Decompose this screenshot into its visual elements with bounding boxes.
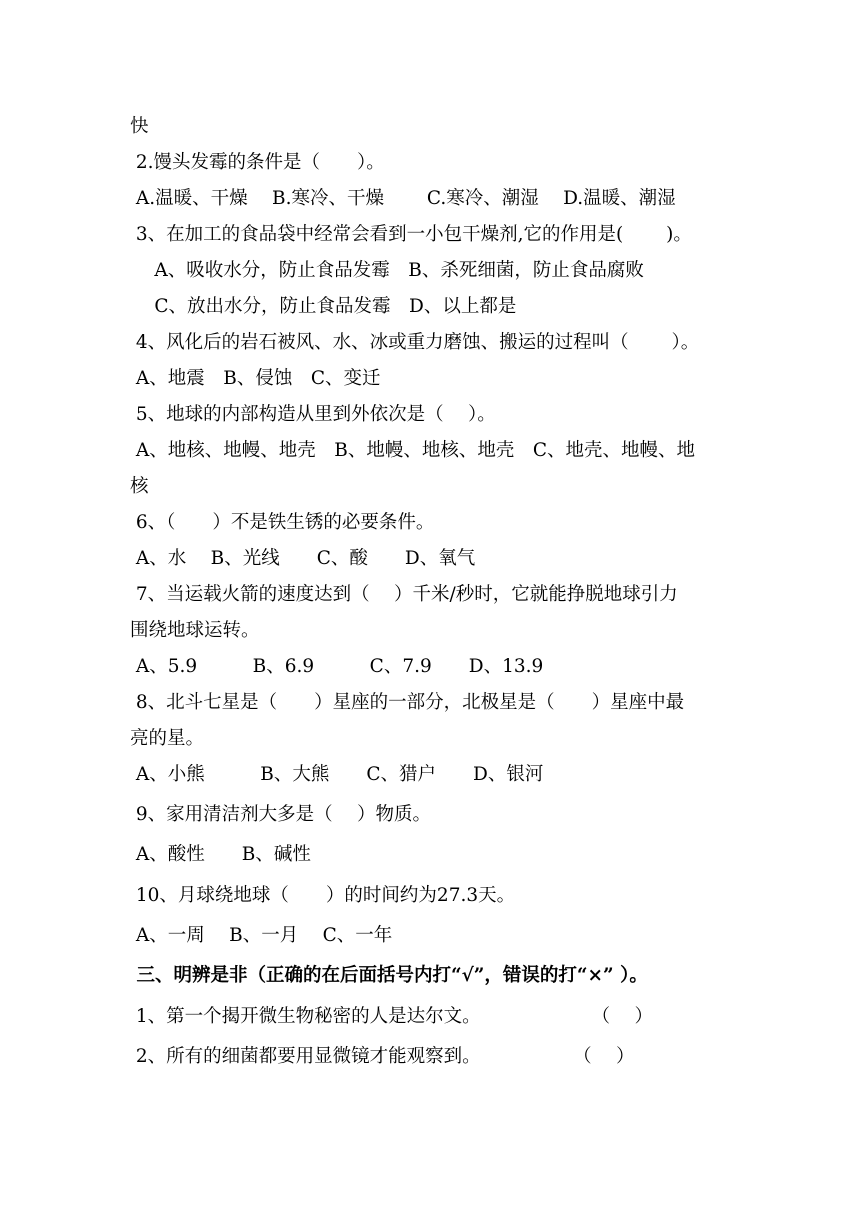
question-2: 2.馒头发霉的条件是（ ）。 (130, 152, 385, 173)
true-false-item-2: 2、所有的细菌都要用显微镜才能观察到。 （ ） (130, 1046, 635, 1067)
question-2-options: A.温暖、干燥 B.寒冷、干燥 C.寒冷、潮湿 D.温暖、潮湿 (130, 188, 676, 209)
question-7-continued: 围绕地球运转。 (130, 620, 260, 641)
true-false-item-1: 1、第一个揭开微生物秘密的人是达尔文。 （ ） (130, 1006, 654, 1027)
question-8-continued: 亮的星。 (130, 728, 205, 749)
question-10-options: A、一周 B、一月 C、一年 (130, 925, 393, 946)
question-3: 3、在加工的食品袋中经常会看到一小包干燥剂,它的作用是( )。 (130, 224, 692, 245)
question-7-options: A、5.9 B、6.9 C、7.9 D、13.9 (130, 656, 544, 677)
question-4-options: A、地震 B、侵蚀 C、变迁 (130, 368, 381, 389)
question-8: 8、北斗七星是（ ）星座的一部分，北极星是（ ）星座中最 (130, 692, 685, 713)
question-8-options: A、小熊 B、大熊 C、猎户 D、银河 (130, 764, 544, 785)
question-6: 6、（ ）不是铁生锈的必要条件。 (130, 512, 435, 533)
text-line-continuation: 快 (130, 116, 149, 137)
question-5-options: A、地核、地幔、地壳 B、地幔、地核、地壳 C、地壳、地幔、地 (130, 440, 695, 461)
question-7: 7、当运载火箭的速度达到（ ）千米/秒时，它就能挣脱地球引力 (130, 584, 678, 605)
question-4: 4、风化后的岩石被风、水、冰或重力磨蚀、搬运的过程叫（ ）。 (130, 332, 700, 353)
question-3-options-ab: A、吸收水分，防止食品发霉 B、杀死细菌，防止食品腐败 (130, 260, 644, 281)
question-9: 9、家用清洁剂大多是（ ）物质。 (130, 804, 432, 825)
question-6-options: A、水 B、光线 C、酸 D、氧气 (130, 548, 476, 569)
question-10: 10、月球绕地球（ ）的时间约为27.3天。 (130, 885, 516, 906)
question-3-options-cd: C、放出水分，防止食品发霉 D、以上都是 (130, 296, 517, 317)
question-9-options: A、酸性 B、碱性 (130, 844, 311, 865)
question-5-options-continued: 核 (130, 476, 149, 497)
question-5: 5、地球的内部构造从里到外依次是（ ）。 (130, 404, 496, 425)
section-3-heading: 三、明辨是非（正确的在后面括号内打“√”，错误的打“×” ）。 (130, 965, 648, 986)
